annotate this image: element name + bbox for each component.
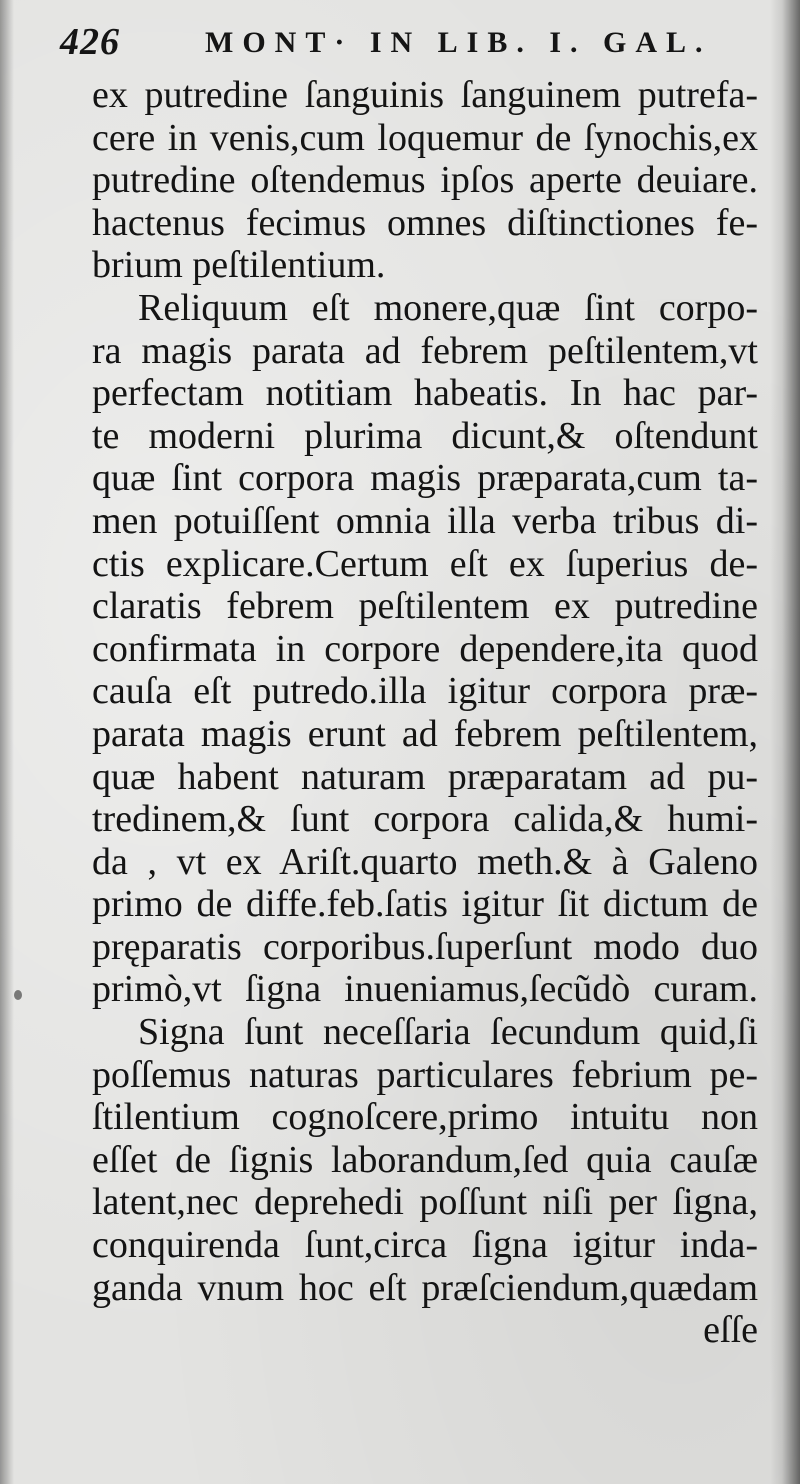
- page-number: 426: [60, 21, 120, 63]
- text-line: pręparatis corporibus.ſuperſunt modo duo: [92, 925, 758, 968]
- text-line: claratis febrem peſtilentem ex putredine: [92, 585, 758, 628]
- text-line: conquirenda ſunt,circa ſigna igitur inda-: [92, 1224, 758, 1267]
- text-line: confirmata in corpore dependere,ita quod: [92, 627, 758, 670]
- text-line: primò,vt ſigna inueniamus,ſecũdò curam.: [92, 968, 758, 1011]
- text-line: ra magis parata ad febrem peſtilentem,vt: [92, 329, 758, 372]
- text-line: Signa ſunt neceſſaria ſecundum quid,ſi: [138, 1011, 758, 1054]
- text-line: poſſemus naturas particulares febrium pe-: [92, 1053, 758, 1096]
- text-line: quæ habent naturam præparatam ad pu-: [92, 755, 758, 798]
- text-line: Reliquum eſt monere,quæ ſint corpo-: [138, 286, 758, 329]
- text-line: hactenus fecimus omnes diſtinctiones fe-: [92, 201, 758, 244]
- text-line: ex putredine ſanguinis ſanguinem putrefa-: [92, 74, 758, 116]
- ink-speck: [14, 990, 22, 1000]
- text-line: quæ ſint corpora magis præparata,cum ta-: [92, 457, 758, 500]
- body-text: [92, 74, 758, 1352]
- text-line: primo de diffe.feb.ſatis igitur ſit dictum de: [92, 883, 758, 926]
- text-line: eſſet de ſignis laborandum,ſed quia cauſæ: [92, 1138, 758, 1181]
- page-edge-shadow: [770, 0, 800, 1484]
- text-line: latent,nec deprehedi poſſunt niſi per ſigna,: [92, 1181, 758, 1224]
- text-line: brium peſtilentium.: [92, 244, 386, 287]
- text-line: cauſa eſt putredo.illa igitur corpora præ-: [92, 670, 758, 713]
- text-line: tredinem,& ſunt corpora calida,& humi-: [92, 798, 758, 841]
- catchword: eſſe: [703, 1309, 758, 1352]
- running-head: MONT· IN LIB. I. GAL.: [205, 26, 712, 59]
- page-header: [60, 18, 750, 66]
- text-line: men potuiſſent omnia illa verba tribus di-: [92, 499, 758, 542]
- text-line: da , vt ex Ariſt.quarto meth.& à Galeno: [92, 840, 758, 883]
- text-line: ctis explicare.Certum eſt ex ſuperius de-: [92, 542, 758, 585]
- text-line: te moderni plurima dicunt,& oſtendunt: [92, 414, 758, 457]
- text-line: ganda vnum hoc eſt præſciendum,quædam: [92, 1266, 758, 1309]
- text-line: putredine oſtendemus ipſos aperte deuiare.: [92, 159, 758, 202]
- text-line: perfectam notitiam habeatis. In hac par-: [92, 372, 758, 415]
- text-line: parata magis erunt ad febrem peſtilentem,: [92, 712, 758, 755]
- page-gutter-shadow: [0, 0, 14, 1484]
- text-line: ſtilentium cognoſcere,primo intuitu non: [92, 1096, 758, 1139]
- text-line: cere in venis,cum loquemur de ſynochis,ex: [92, 116, 758, 159]
